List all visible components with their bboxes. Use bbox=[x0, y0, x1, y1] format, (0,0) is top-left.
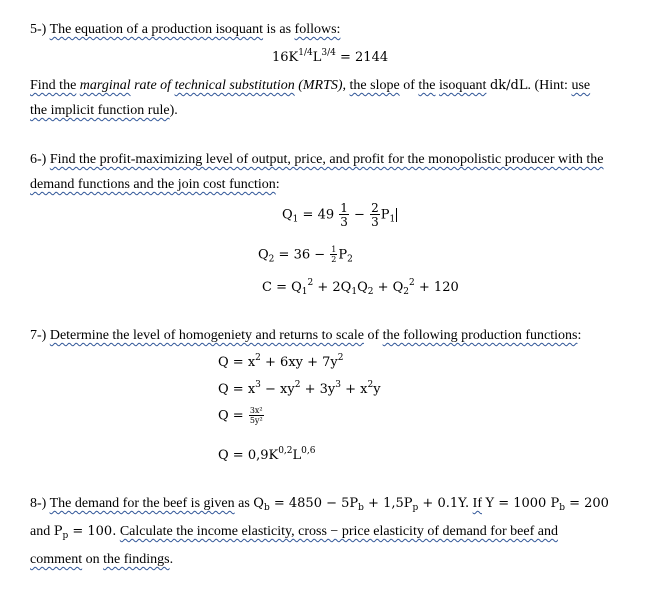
q5-task-line: Find the marginal rate of technical substitution (MRTS), the slope of the isoquant dk/dL. (Hint: use bbox=[30, 78, 591, 93]
q8-line-3: comment on the findings. bbox=[30, 552, 174, 567]
q5-heading bbox=[30, 22, 340, 38]
q5-intro-text-2: is as bbox=[266, 22, 292, 37]
q8-line-1: 8-) The demand for the beef is given as $Q_b = 4850 - 5P_b + 1,5P_p + 0.1Y$. If Y = 1000 $P_b = 200$ bbox=[30, 496, 609, 513]
q7-function-3: Q = $\frac{\text{3x²}}{\text{5y²}}$ bbox=[218, 406, 263, 425]
q6-demand-eq-1: $Q_1 = 49$ $\frac{1}{3}$ − $\frac{2}{3}$ $P_1$ bbox=[282, 201, 396, 229]
q6-demand-eq-2: $Q_2 = 36$ − $\frac{1}{2}$ $P_2$ bbox=[258, 245, 353, 265]
fraction: $\frac{1}{2}$ bbox=[331, 245, 337, 264]
q6-heading: 6-) Find the profit-maximizing level of output, price, and profit for the monopolistic producer with the bbox=[30, 152, 604, 167]
fraction: $\frac{2}{3}$ bbox=[371, 201, 379, 229]
q6-heading-line2: demand functions and the join cost function: bbox=[30, 177, 280, 192]
q7-heading: 7-) Determine the level of homogeniety and returns to scale of the following production functions: bbox=[30, 328, 582, 343]
q7-number: 7-) bbox=[30, 328, 47, 343]
q5-equation: $16K^{1/4}L^{3/4} = 2144$ bbox=[272, 48, 389, 65]
text-cursor bbox=[396, 208, 397, 222]
q5-intro-text: The equation of a production isoquant bbox=[49, 22, 264, 37]
q5-number: 5-) bbox=[30, 22, 47, 37]
q7-function-2: $Q = x^3 - xy^2 + 3y^3 + x^2y$ bbox=[218, 380, 381, 397]
q8-number: 8-) bbox=[30, 496, 47, 511]
fraction: $\frac{\text{3x²}}{\text{5y²}}$ bbox=[249, 406, 263, 425]
q8-line-2: and $P_p = 100$. Calculate the income elasticity, cross − price elasticity of demand for beef and bbox=[30, 524, 558, 541]
q5-intro-text-3: follows: bbox=[294, 22, 341, 37]
q7-function-4: $Q = 0,9K^{0,2}L^{0,6}$ bbox=[218, 446, 316, 463]
fraction: $\frac{1}{3}$ bbox=[340, 201, 348, 229]
q5-hint-line: the implicit function rule). bbox=[30, 103, 178, 118]
q7-function-1: $Q = x^2 + 6xy + 7y^2$ bbox=[218, 353, 344, 370]
q6-cost-eq: $C = Q_1^2 + 2Q_1Q_2 + Q_2^2 + 120$ bbox=[262, 278, 459, 297]
q6-number: 6-) bbox=[30, 152, 47, 167]
